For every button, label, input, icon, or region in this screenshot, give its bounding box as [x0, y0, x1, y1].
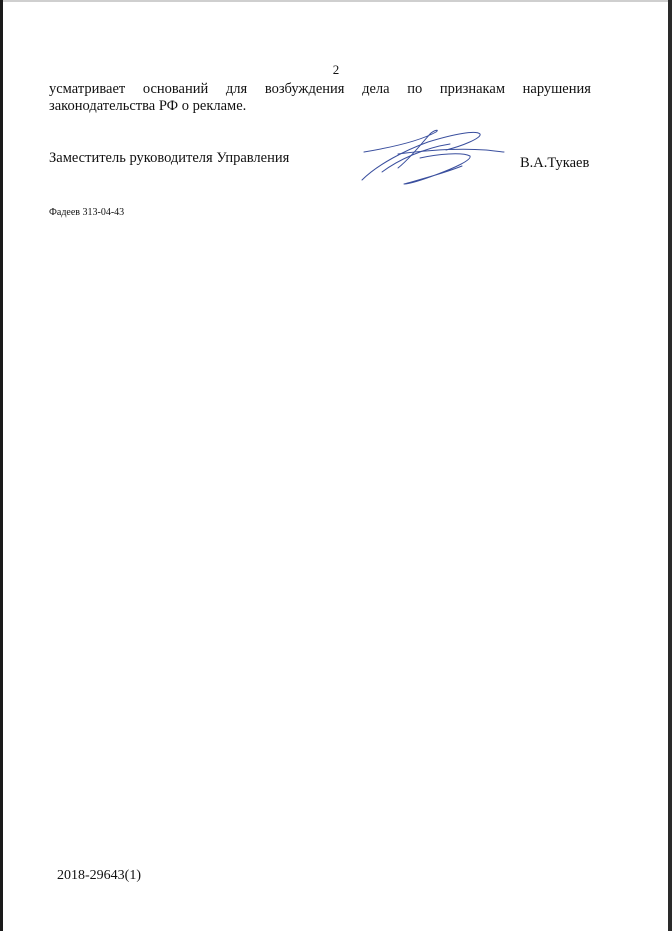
document-code: 2018-29643(1)	[57, 868, 141, 883]
body-word: признакам	[439, 81, 505, 97]
signer-name: В.А.Тукаев	[520, 155, 590, 171]
handwritten-signature	[358, 124, 508, 188]
body-word: возбуждения	[264, 81, 345, 97]
body-word: для	[225, 81, 248, 97]
body-word: оснований	[142, 81, 209, 97]
scan-top-edge	[0, 0, 672, 2]
body-word: дела	[362, 81, 390, 97]
page-number: 2	[332, 62, 340, 77]
body-line-2: законодательства РФ о рекламе.	[49, 98, 247, 114]
body-word: по	[407, 81, 423, 97]
body-word: нарушения	[522, 81, 591, 97]
signer-position: Заместитель руководителя Управления	[49, 150, 290, 166]
scan-right-edge	[668, 0, 672, 931]
executor-contact: Фадеев 313-04-43	[49, 207, 125, 218]
scan-left-edge	[0, 0, 3, 931]
body-line-1	[49, 81, 591, 98]
body-word: усматривает	[49, 81, 126, 97]
body-paragraph	[49, 81, 591, 115]
